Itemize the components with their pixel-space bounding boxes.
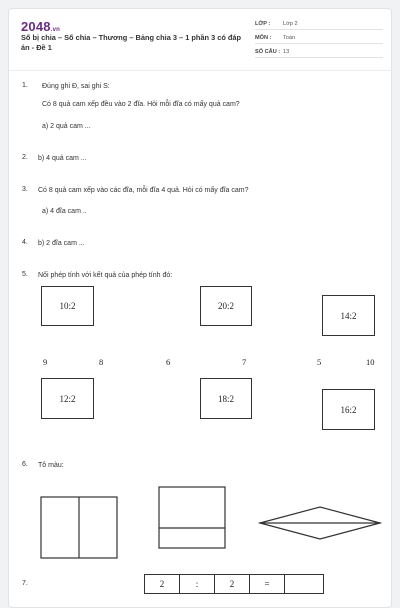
q2-option-label: b) 4 quả cam . <box>38 155 83 162</box>
square-split-shape[interactable] <box>158 486 228 550</box>
logo-tld: .vn <box>50 27 61 33</box>
q5-result[interactable]: 7 <box>242 357 247 367</box>
q5-expression-text: 10:2 <box>59 301 76 311</box>
q4-option <box>38 239 85 248</box>
q5-expression-text: 20:2 <box>217 301 234 311</box>
q7-cell-text: 2 <box>229 579 235 589</box>
q1-text: Có 8 quả cam xếp đều vào 2 đĩa. Hỏi mỗi đĩa có mấy quả cam? <box>42 101 240 108</box>
q5-expression-box[interactable] <box>322 295 375 336</box>
q5-expression-box[interactable] <box>41 378 94 419</box>
document-header <box>9 9 393 71</box>
q5-prompt: Nối phép tính với kết quả của phép tính đó: <box>38 272 173 279</box>
q1-option <box>42 122 91 131</box>
q1-number: 1. <box>22 82 28 89</box>
q1-prompt: Đúng ghi Đ, sai ghi S: <box>42 83 110 90</box>
q5-expression-box[interactable] <box>322 389 375 430</box>
q5-expression-text: 18:2 <box>217 393 234 404</box>
site-logo[interactable] <box>21 19 60 34</box>
meta-count-row <box>255 46 383 58</box>
q5-result[interactable]: 9 <box>43 357 48 367</box>
q5-expression-text: 16:2 <box>340 404 357 415</box>
q7-cell-text: 2 <box>159 579 165 589</box>
q7-cell-text: : <box>195 579 199 589</box>
document-title: Số bị chia – Số chia – Thương – Bảng chia 3 – 1 phần 3 có đáp án - Đề 1 <box>21 33 242 52</box>
q7-cell-text: = <box>264 579 270 589</box>
meta-count-value: 13 <box>283 49 290 55</box>
q5-result[interactable]: 8 <box>99 357 104 367</box>
q7-number: 7. <box>22 580 28 587</box>
q3-text: Có 8 quả cam xếp vào các đĩa, mỗi đĩa 4 quả. Hỏi có mấy đĩa cam? <box>38 187 249 194</box>
q5-expression-text: 14:2 <box>340 310 357 321</box>
q7-equation-cell <box>144 574 180 594</box>
q5-expression-text: 12:2 <box>59 393 76 404</box>
meta-class-value: Lớp 2 <box>283 21 298 27</box>
q6-prompt: Tô màu: <box>38 462 64 469</box>
q7-equation-cell <box>214 574 250 594</box>
q1-option-mark: . <box>88 123 91 130</box>
meta-subject-row <box>255 32 383 44</box>
q4-option-mark: .. <box>80 240 85 247</box>
q2-option-mark: .. <box>82 155 87 162</box>
q3-option-label: a) 4 đĩa cam . <box>42 208 85 215</box>
q5-expression-box[interactable] <box>200 378 252 419</box>
meta-subject-value: Toán <box>283 35 296 41</box>
q7-answer-cell[interactable] <box>284 574 324 594</box>
rectangle-halves-shape[interactable] <box>40 496 120 560</box>
meta-subject-key: MÔN : <box>255 35 272 41</box>
q7-equation-cell <box>179 574 215 594</box>
q3-option-mark: . <box>84 208 87 215</box>
q5-expression-box[interactable] <box>200 286 252 326</box>
q2-option <box>38 154 87 163</box>
q5-result[interactable]: 10 <box>366 357 375 367</box>
logo-text: 2048 <box>21 19 51 34</box>
meta-class-key: LỚP : <box>255 21 271 27</box>
q7-equation-cell <box>249 574 285 594</box>
q4-number: 4. <box>22 239 28 246</box>
q6-number: 6. <box>22 461 28 468</box>
q5-number: 5. <box>22 271 28 278</box>
q4-option-label: b) 2 đĩa cam . <box>38 240 81 247</box>
q3-option <box>42 207 87 216</box>
q5-expression-box[interactable] <box>41 286 94 326</box>
q5-result[interactable]: 6 <box>166 357 171 367</box>
q2-number: 2. <box>22 154 28 161</box>
q1-option-label: a) 2 quả cam .. <box>42 123 89 130</box>
meta-class-row <box>255 18 383 30</box>
rhombus-shape[interactable] <box>258 505 382 541</box>
meta-count-key: SỐ CÂU : <box>255 49 281 55</box>
q3-number: 3. <box>22 186 28 193</box>
q5-result[interactable]: 5 <box>317 357 322 367</box>
